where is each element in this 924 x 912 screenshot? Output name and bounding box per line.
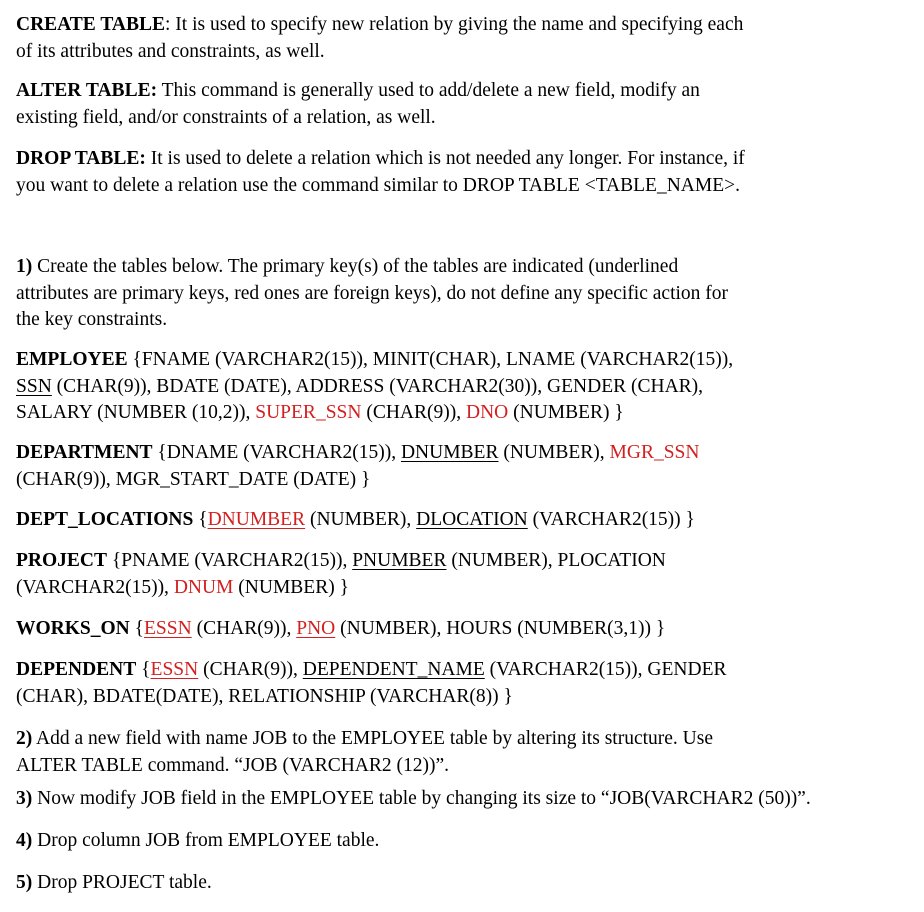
- alter-table-text-line2: existing field, and/or constraints of a relation, as well.: [16, 106, 436, 128]
- task-4-text: Drop column JOB from EMPLOYEE table.: [32, 830, 380, 851]
- dependent-table-schema: [16, 657, 896, 710]
- dept-locations-key-dnumber: DNUMBER: [207, 509, 306, 530]
- employee-foreign-key-dno: DNO: [466, 402, 509, 423]
- employee-line2: (CHAR(9)), BDATE (DATE), ADDRESS (VARCHAR2(30)), GENDER (CHAR),: [51, 375, 704, 397]
- department-table-schema: [16, 440, 896, 493]
- employee-line3-start: SALARY (NUMBER (10,2)),: [16, 402, 256, 423]
- project-primary-key-pnumber: PNUMBER: [352, 550, 447, 571]
- employee-line3-mid: (CHAR(9)),: [361, 402, 466, 423]
- alter-table-term: ALTER TABLE:: [16, 80, 158, 101]
- task-1: [16, 254, 896, 334]
- dependent-table-name: DEPENDENT: [16, 659, 137, 680]
- employee-table-name: EMPLOYEE: [16, 349, 128, 370]
- project-line2-end: (NUMBER) }: [233, 576, 349, 598]
- department-table-name: DEPARTMENT: [16, 442, 153, 463]
- dependent-open: {: [136, 659, 151, 680]
- task-2-text-line2: ALTER TABLE command. “JOB (VARCHAR2 (12))”.: [16, 754, 450, 776]
- works-on-key-pno: PNO: [296, 618, 336, 639]
- works-on-table-name: WORKS_ON: [16, 618, 130, 639]
- project-table-schema: [16, 548, 896, 601]
- task-1-number: 1): [16, 256, 33, 277]
- employee-line1: {FNAME (VARCHAR2(15)), MINIT(CHAR), LNAME (VARCHAR2(15)),: [127, 349, 734, 370]
- task-5: [16, 870, 896, 897]
- dept-locations-table-schema: [16, 507, 896, 534]
- employee-line3-end: (NUMBER) }: [508, 402, 624, 423]
- employee-table-schema: [16, 347, 896, 427]
- drop-table-text-line1: It is used to delete a relation which is not needed any longer. For instance, if: [145, 148, 745, 169]
- dept-locations-mid: (NUMBER),: [305, 509, 417, 530]
- drop-table-definition: [16, 146, 896, 199]
- task-5-number: 5): [16, 872, 33, 893]
- task-2-text-line1: Add a new field with name JOB to the EMPLOYEE table by altering its structure. Use: [32, 728, 713, 749]
- task-3-text: Now modify JOB field in the EMPLOYEE table by changing its size to “JOB(VARCHAR2 (50))”.: [32, 788, 811, 809]
- works-on-mid: (CHAR(9)),: [191, 618, 297, 639]
- project-table-name: PROJECT: [16, 550, 108, 571]
- drop-table-term: DROP TABLE:: [16, 148, 146, 169]
- dependent-key-essn: ESSN: [150, 659, 199, 680]
- department-line2: (CHAR(9)), MGR_START_DATE (DATE) }: [16, 468, 371, 490]
- project-line2-start: (VARCHAR2(15)),: [16, 576, 174, 598]
- dependent-line1-end: (VARCHAR2(15)), GENDER: [484, 659, 727, 680]
- dept-locations-table-name: DEPT_LOCATIONS: [16, 509, 194, 530]
- works-on-key-essn: ESSN: [144, 618, 192, 639]
- create-table-text-line1: : It is used to specify new relation by giving the name and specifying each: [165, 14, 744, 35]
- department-primary-key-dnumber: DNUMBER: [400, 442, 499, 463]
- project-line1-start: {PNAME (VARCHAR2(15)),: [107, 550, 353, 571]
- works-on-end: (NUMBER), HOURS (NUMBER(3,1)) }: [335, 618, 666, 639]
- task-1-text-line1: Create the tables below. The primary key(s) of the tables are indicated (underlined: [32, 256, 679, 277]
- dependent-line2: (CHAR), BDATE(DATE), RELATIONSHIP (VARCHAR(8)) }: [16, 685, 513, 707]
- department-line1-start: {DNAME (VARCHAR2(15)),: [152, 442, 401, 463]
- employee-foreign-key-super-ssn: SUPER_SSN: [255, 402, 362, 423]
- dependent-mid: (CHAR(9)),: [198, 659, 303, 680]
- task-4: [16, 828, 896, 855]
- task-3: [16, 786, 896, 813]
- task-4-number: 4): [16, 830, 33, 851]
- employee-primary-key-ssn: SSN: [16, 375, 52, 397]
- create-table-text-line2: of its attributes and constraints, as well.: [16, 40, 325, 62]
- create-table-term: CREATE TABLE: [16, 14, 166, 35]
- task-1-text-line2: attributes are primary keys, red ones are foreign keys), do not define any specific action for: [16, 282, 729, 304]
- drop-table-text-line2: you want to delete a relation use the command similar to DROP TABLE <TABLE_NAME>.: [16, 174, 740, 196]
- alter-table-text-line1: This command is generally used to add/delete a new field, modify an: [157, 80, 700, 101]
- dept-locations-primary-key-dlocation: DLOCATION: [416, 509, 528, 530]
- works-on-open: {: [129, 618, 145, 639]
- task-2: [16, 726, 896, 779]
- dept-locations-open: {: [193, 509, 208, 530]
- dependent-primary-key-dependent-name: DEPENDENT_NAME: [302, 659, 485, 680]
- department-line1-mid: (NUMBER),: [498, 442, 610, 463]
- task-1-text-line3: the key constraints.: [16, 309, 168, 330]
- create-table-definition: [16, 12, 896, 65]
- dept-locations-end: (VARCHAR2(15)) }: [527, 509, 695, 530]
- department-foreign-key-mgr-ssn: MGR_SSN: [609, 442, 700, 463]
- works-on-table-schema: [16, 616, 896, 643]
- project-line1-end: (NUMBER), PLOCATION: [446, 550, 666, 571]
- task-3-number: 3): [16, 788, 33, 809]
- project-foreign-key-dnum: DNUM: [173, 576, 234, 598]
- alter-table-definition: [16, 78, 896, 131]
- task-2-number: 2): [16, 728, 33, 749]
- task-5-text: Drop PROJECT table.: [32, 872, 212, 893]
